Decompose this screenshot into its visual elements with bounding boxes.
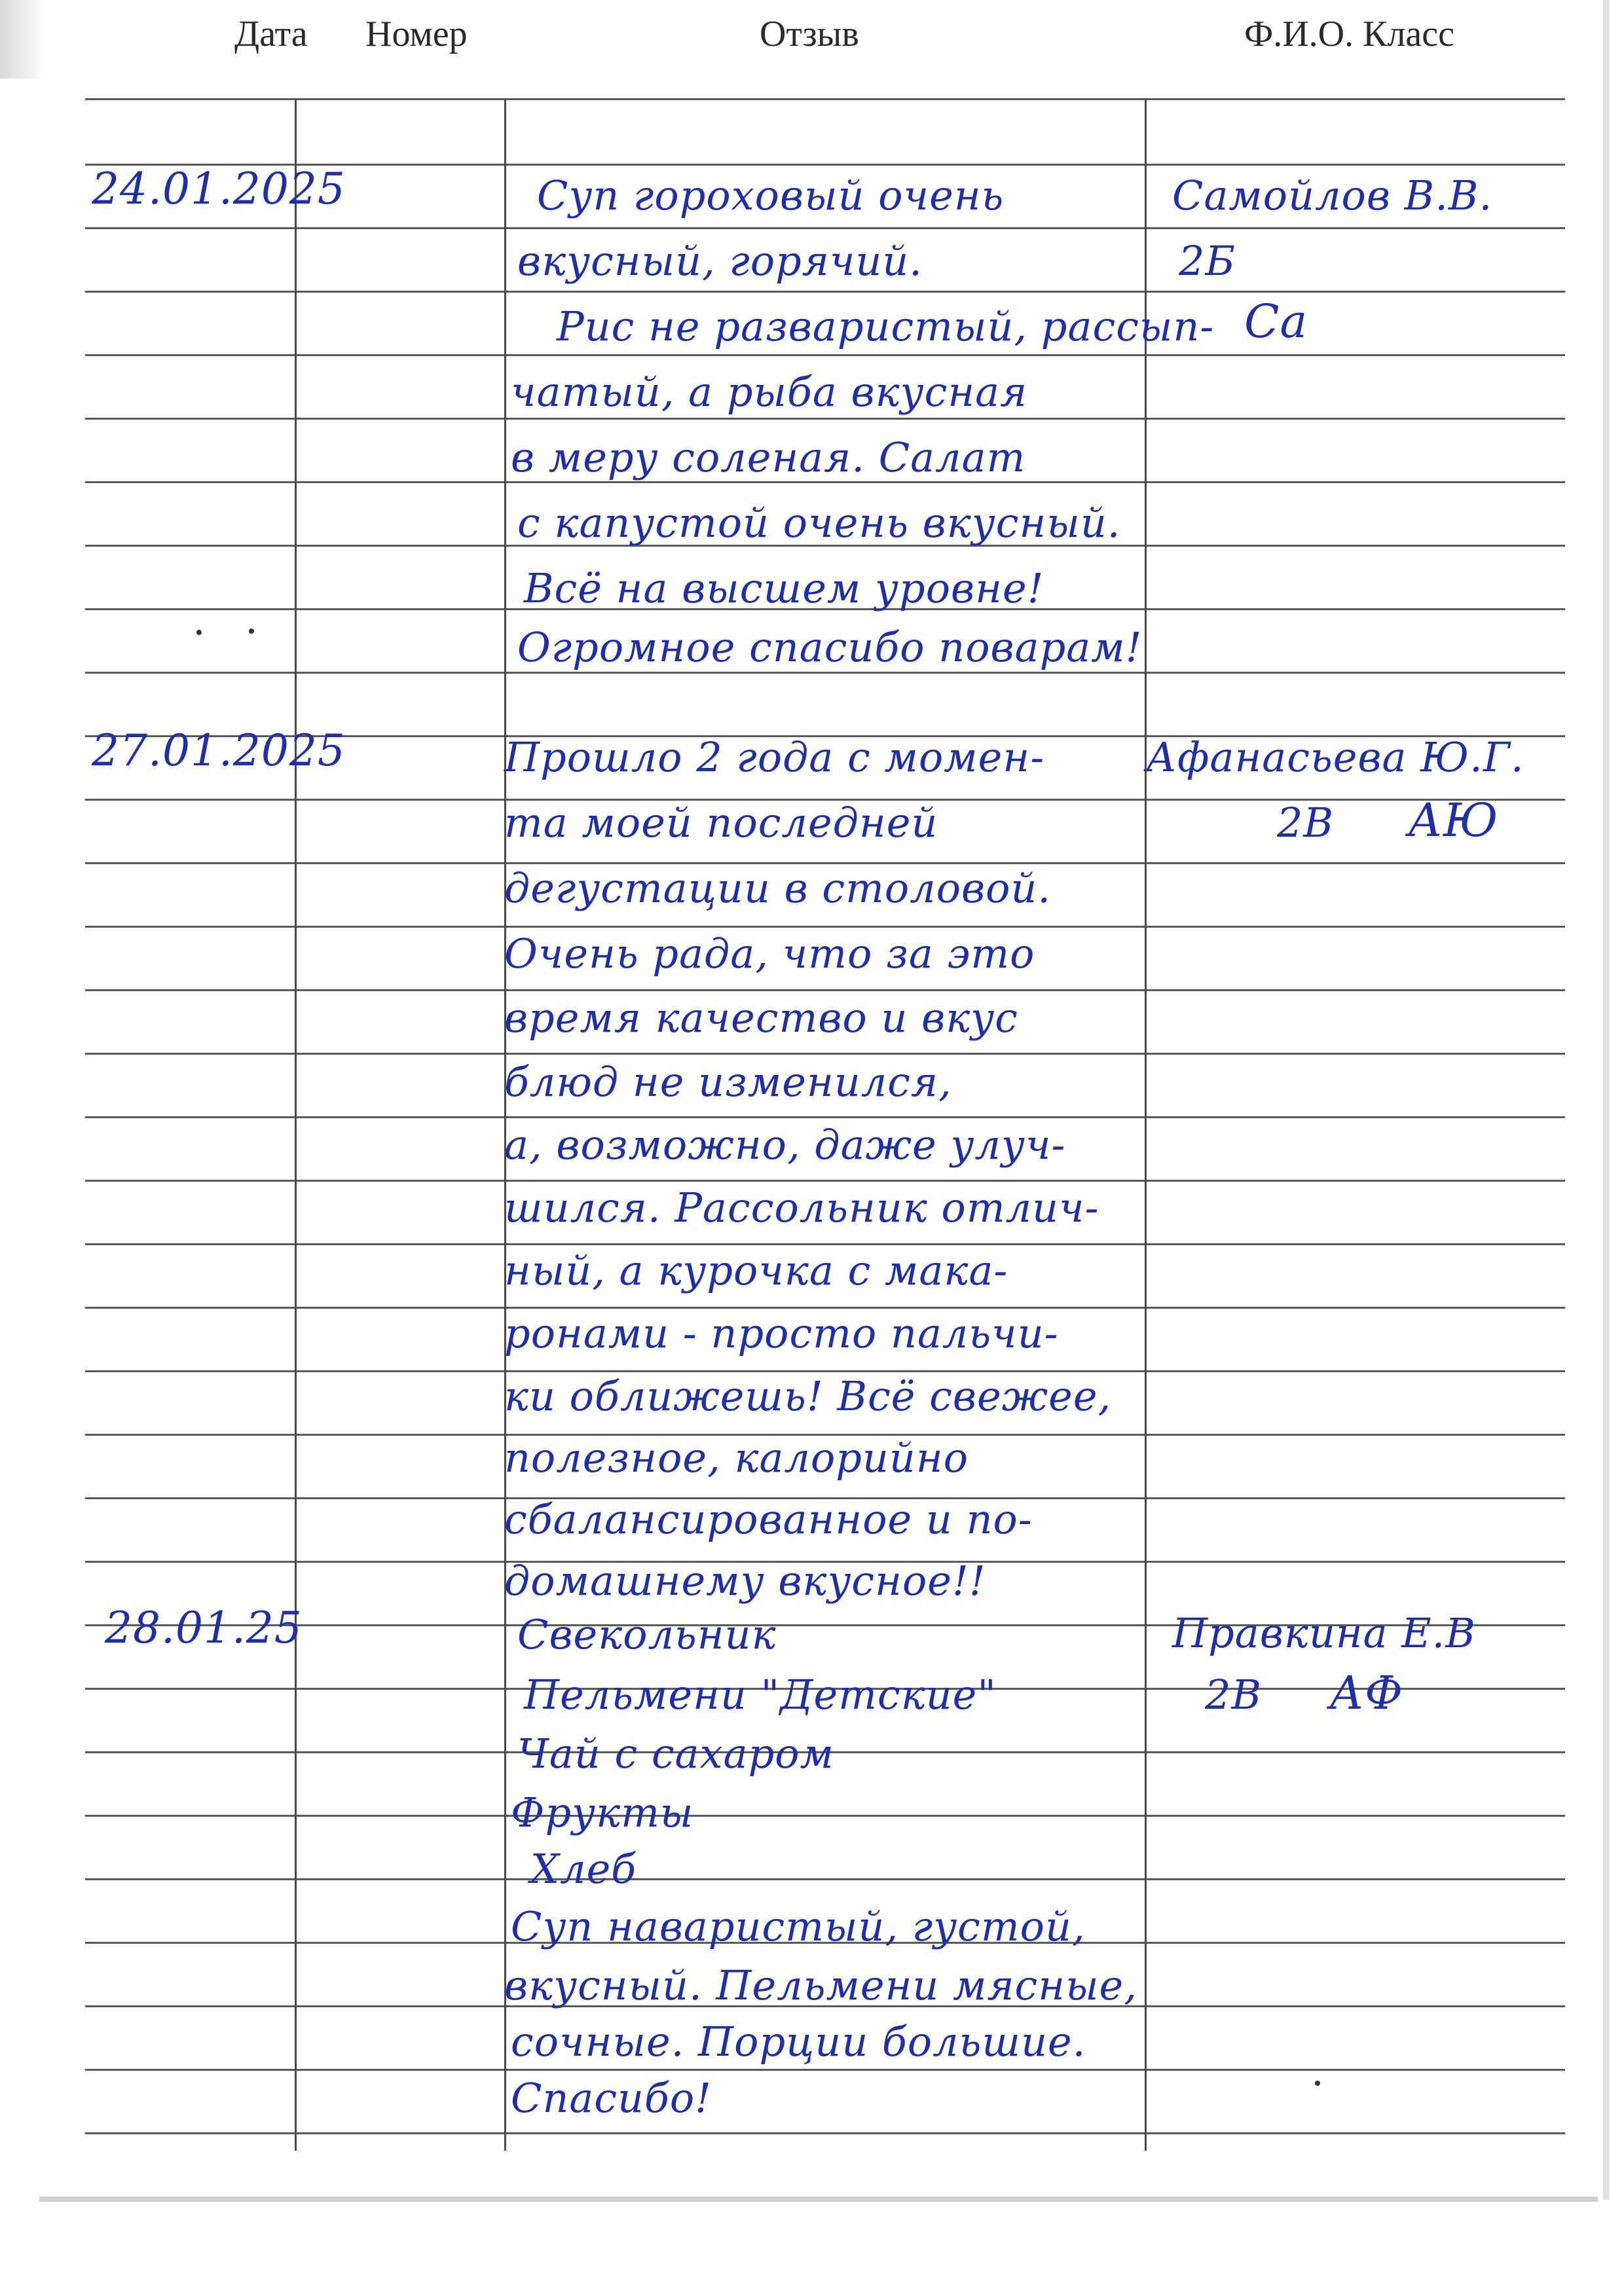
entry-1-line-6: с капустой очень вкусный. (517, 499, 1121, 547)
entry-3-line-3: Чай с сахаром (517, 1730, 834, 1777)
ruled-line (85, 98, 1565, 100)
entry-3-line-5: Хлеб (530, 1845, 637, 1893)
entry-2-class: 2В (1277, 799, 1335, 847)
stray-mark (1315, 2081, 1320, 2086)
entry-3-line-1: Свекольник (517, 1611, 777, 1658)
ruled-line (85, 291, 1565, 293)
ruled-line (85, 926, 1565, 928)
stray-mark (249, 629, 254, 634)
entry-2-line-9: ный, а курочка с мака- (504, 1247, 1008, 1294)
ruled-line (85, 418, 1565, 420)
scan-edge-shadow (0, 0, 46, 79)
entry-2-line-3: дегустации в столовой. (504, 864, 1052, 912)
ruled-line (85, 1116, 1565, 1118)
column-separator-review (1145, 98, 1147, 2151)
scan-bottom-edge (39, 2196, 1598, 2202)
entry-2-line-13: сбалансированное и по- (504, 1495, 1033, 1543)
header-name-class: Ф.И.О. Класс (1244, 14, 1454, 54)
entry-1-name: Самойлов В.В. (1172, 172, 1493, 219)
entry-3-line-7: вкусный. Пельмени мясные, (504, 1961, 1137, 2009)
entry-2-line-11: ки оближешь! Всё свежее, (504, 1372, 1112, 1420)
entry-1-line-7: Всё на высшем уровне! (524, 564, 1044, 612)
ruled-line (85, 354, 1565, 356)
entry-2-line-2: та моей последней (504, 799, 938, 847)
entry-1-class: 2Б (1179, 237, 1236, 285)
entry-2-date: 27.01.2025 (92, 725, 346, 776)
ruled-line (85, 672, 1565, 674)
header-date: Дата (234, 14, 308, 54)
entry-1-line-3: Рис не разваристый, рассып- (557, 302, 1215, 350)
entry-2-line-6: блюд не изменился, (504, 1058, 952, 1106)
entry-3-line-9: Спасибо! (511, 2074, 712, 2122)
entry-2-line-1: Прошло 2 года с момен- (504, 733, 1045, 781)
scan-right-edge (1603, 0, 1610, 2200)
stray-mark (196, 630, 202, 635)
ruled-line (85, 481, 1565, 483)
ruled-line (85, 1053, 1565, 1055)
ruled-line (85, 2132, 1565, 2134)
entry-3-name: Правкина Е.В (1172, 1609, 1476, 1657)
entry-2-line-10: ронами - просто пальчи- (504, 1309, 1059, 1357)
ruled-line (85, 1815, 1565, 1817)
entry-3-signature: АФ (1329, 1666, 1404, 1720)
entry-2-line-5: время качество и вкус (504, 994, 1018, 1042)
entry-1-line-2: вкусный, горячий. (517, 237, 923, 285)
entry-2-name: Афанасьева Ю.Г. (1146, 733, 1524, 781)
entry-2-line-8: шился. Рассольник отлич- (504, 1184, 1099, 1231)
ruled-line (85, 1307, 1565, 1309)
ruled-line (85, 1180, 1565, 1182)
entry-1-signature: Са (1244, 295, 1308, 348)
entry-3-date: 28.01.25 (105, 1603, 303, 1653)
entry-1-line-5: в меру соленая. Салат (511, 433, 1026, 481)
ruled-line (85, 1878, 1565, 1880)
entry-3-line-2: Пельмени "Детские" (524, 1671, 997, 1719)
entry-1-line-8: Огромное спасибо поварам! (517, 623, 1143, 671)
entry-1-date: 24.01.2025 (92, 164, 346, 214)
header-number: Номер (365, 14, 468, 54)
ruled-line (85, 2069, 1565, 2071)
entry-1-line-1: Суп гороховый очень (537, 172, 1005, 219)
ruled-line (85, 989, 1565, 991)
entry-2-line-4: Очень рада, что за это (504, 930, 1035, 977)
entry-3-line-4: Фрукты (511, 1789, 694, 1836)
entry-2-signature: АЮ (1408, 793, 1499, 847)
entry-2-line-12: полезное, калорийно (504, 1434, 969, 1482)
header-review: Отзыв (760, 14, 859, 54)
column-separator-date (295, 98, 297, 2151)
entry-3-line-8: сочные. Порции большие. (511, 2018, 1086, 2066)
ruled-line (85, 1243, 1565, 1245)
entry-3-class: 2В (1205, 1671, 1263, 1719)
entry-2-line-14: домашнему вкусное!! (504, 1557, 986, 1605)
entry-3-line-6: Суп наваристый, густой, (511, 1903, 1086, 1950)
entry-1-line-4: чатый, а рыба вкусная (511, 368, 1028, 416)
ruled-line (85, 227, 1565, 229)
entry-2-line-7: а, возможно, даже улуч- (504, 1121, 1066, 1169)
